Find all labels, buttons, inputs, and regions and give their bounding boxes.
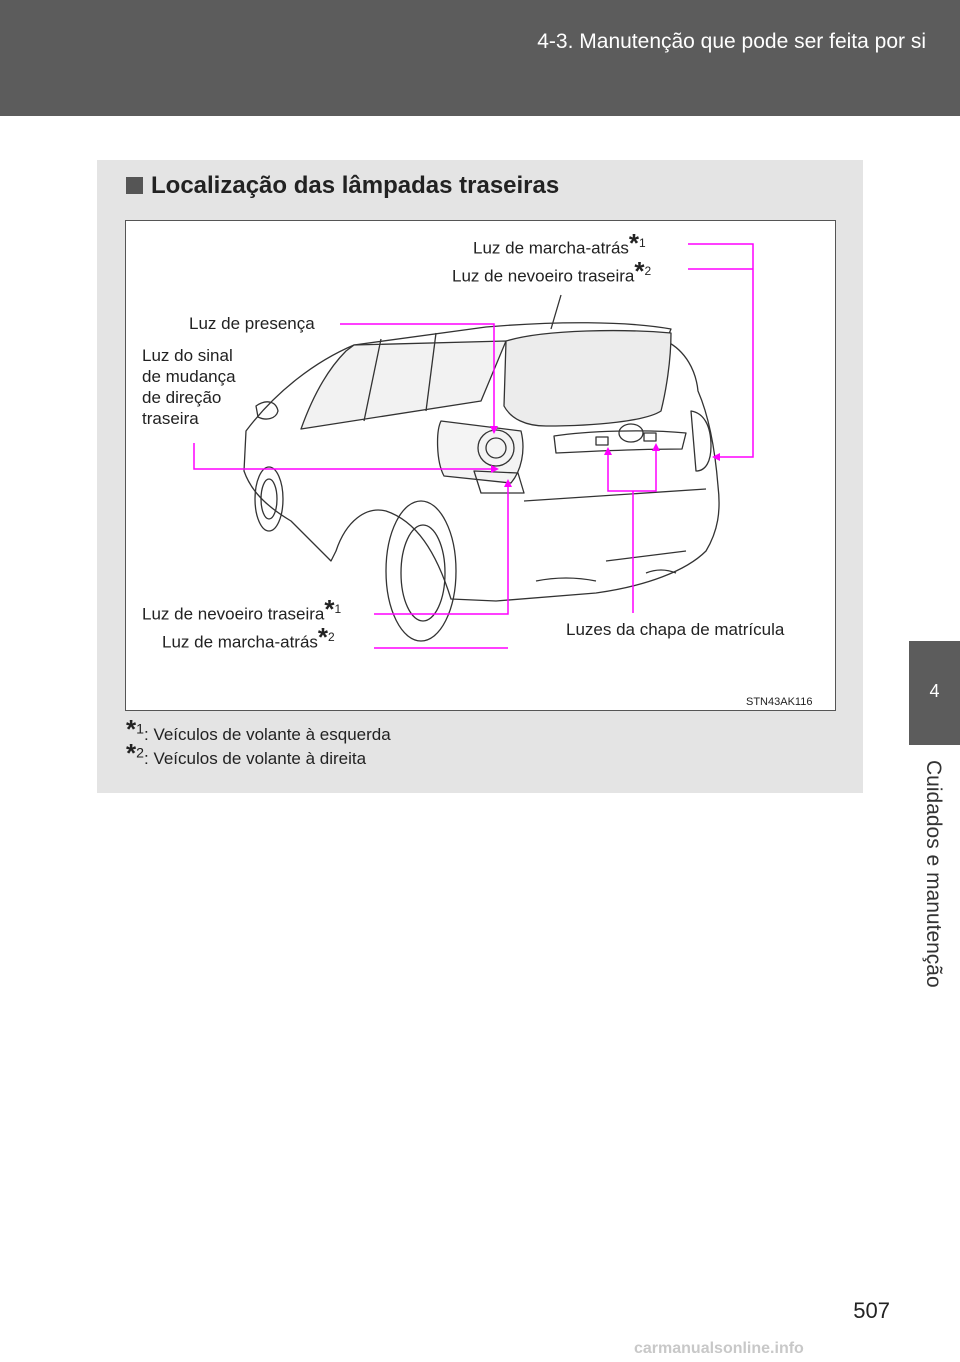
figure-code: STN43AK116 bbox=[746, 696, 813, 708]
footnote-star: * bbox=[126, 738, 137, 768]
footnote-star: * bbox=[324, 593, 335, 624]
page-header bbox=[0, 0, 960, 116]
square-bullet-icon bbox=[126, 177, 143, 194]
footnote-star: * bbox=[634, 255, 645, 286]
section-title-text: Localização das lâmpadas traseiras bbox=[151, 172, 560, 199]
footnote-sup: 2 bbox=[644, 264, 652, 278]
label-fog-light-top bbox=[452, 255, 652, 287]
footnote-sup: 1 bbox=[639, 236, 646, 250]
label-position-light: Luz de presença bbox=[189, 314, 315, 333]
chapter-title: 4-3. Manutenção que pode ser feita por si bbox=[537, 30, 926, 53]
footnote-sup: 2 bbox=[136, 745, 144, 762]
footnote-2 bbox=[126, 740, 366, 771]
label-turn-signal bbox=[142, 345, 236, 429]
footnote-star: * bbox=[317, 621, 329, 652]
footnote-star: * bbox=[628, 227, 640, 258]
tail-lights-figure bbox=[125, 220, 836, 711]
label-turn-signal-line: Luz do sinal bbox=[142, 346, 233, 365]
label-reverse-light-top bbox=[473, 227, 646, 259]
section-title bbox=[126, 172, 559, 200]
chapter-number: 4 bbox=[929, 681, 940, 701]
label-plate-lights: Luzes da chapa de matrícula bbox=[566, 620, 785, 639]
label-reverse-light-bottom bbox=[162, 621, 335, 653]
label-fog-light-top-text: Luz de nevoeiro traseira bbox=[452, 266, 635, 286]
chapter-side-label bbox=[921, 760, 957, 990]
footnote-sup: 1 bbox=[136, 721, 144, 738]
footnote-sup: 2 bbox=[328, 630, 335, 644]
chapter-tab bbox=[909, 641, 960, 745]
page-number: 507 bbox=[853, 1298, 890, 1323]
label-reverse-light-top-text: Luz de marcha-atrás bbox=[473, 238, 629, 258]
label-fog-light-bottom bbox=[142, 593, 342, 625]
footnote-text: : Veículos de volante à esquerda bbox=[144, 725, 391, 744]
label-turn-signal-line: de direção bbox=[142, 388, 222, 407]
watermark: carmanualsonline.info bbox=[634, 1340, 804, 1357]
footnote-star: * bbox=[126, 714, 137, 744]
label-fog-light-bottom-text: Luz de nevoeiro traseira bbox=[142, 604, 325, 624]
footnote-sup: 1 bbox=[334, 602, 342, 616]
label-reverse-light-bottom-text: Luz de marcha-atrás bbox=[162, 632, 318, 652]
footnote-text: : Veículos de volante à direita bbox=[144, 749, 367, 768]
chapter-side-label-text: Cuidados e manutenção bbox=[922, 760, 945, 988]
label-turn-signal-line: traseira bbox=[142, 409, 199, 428]
label-turn-signal-line: de mudança bbox=[142, 367, 236, 386]
